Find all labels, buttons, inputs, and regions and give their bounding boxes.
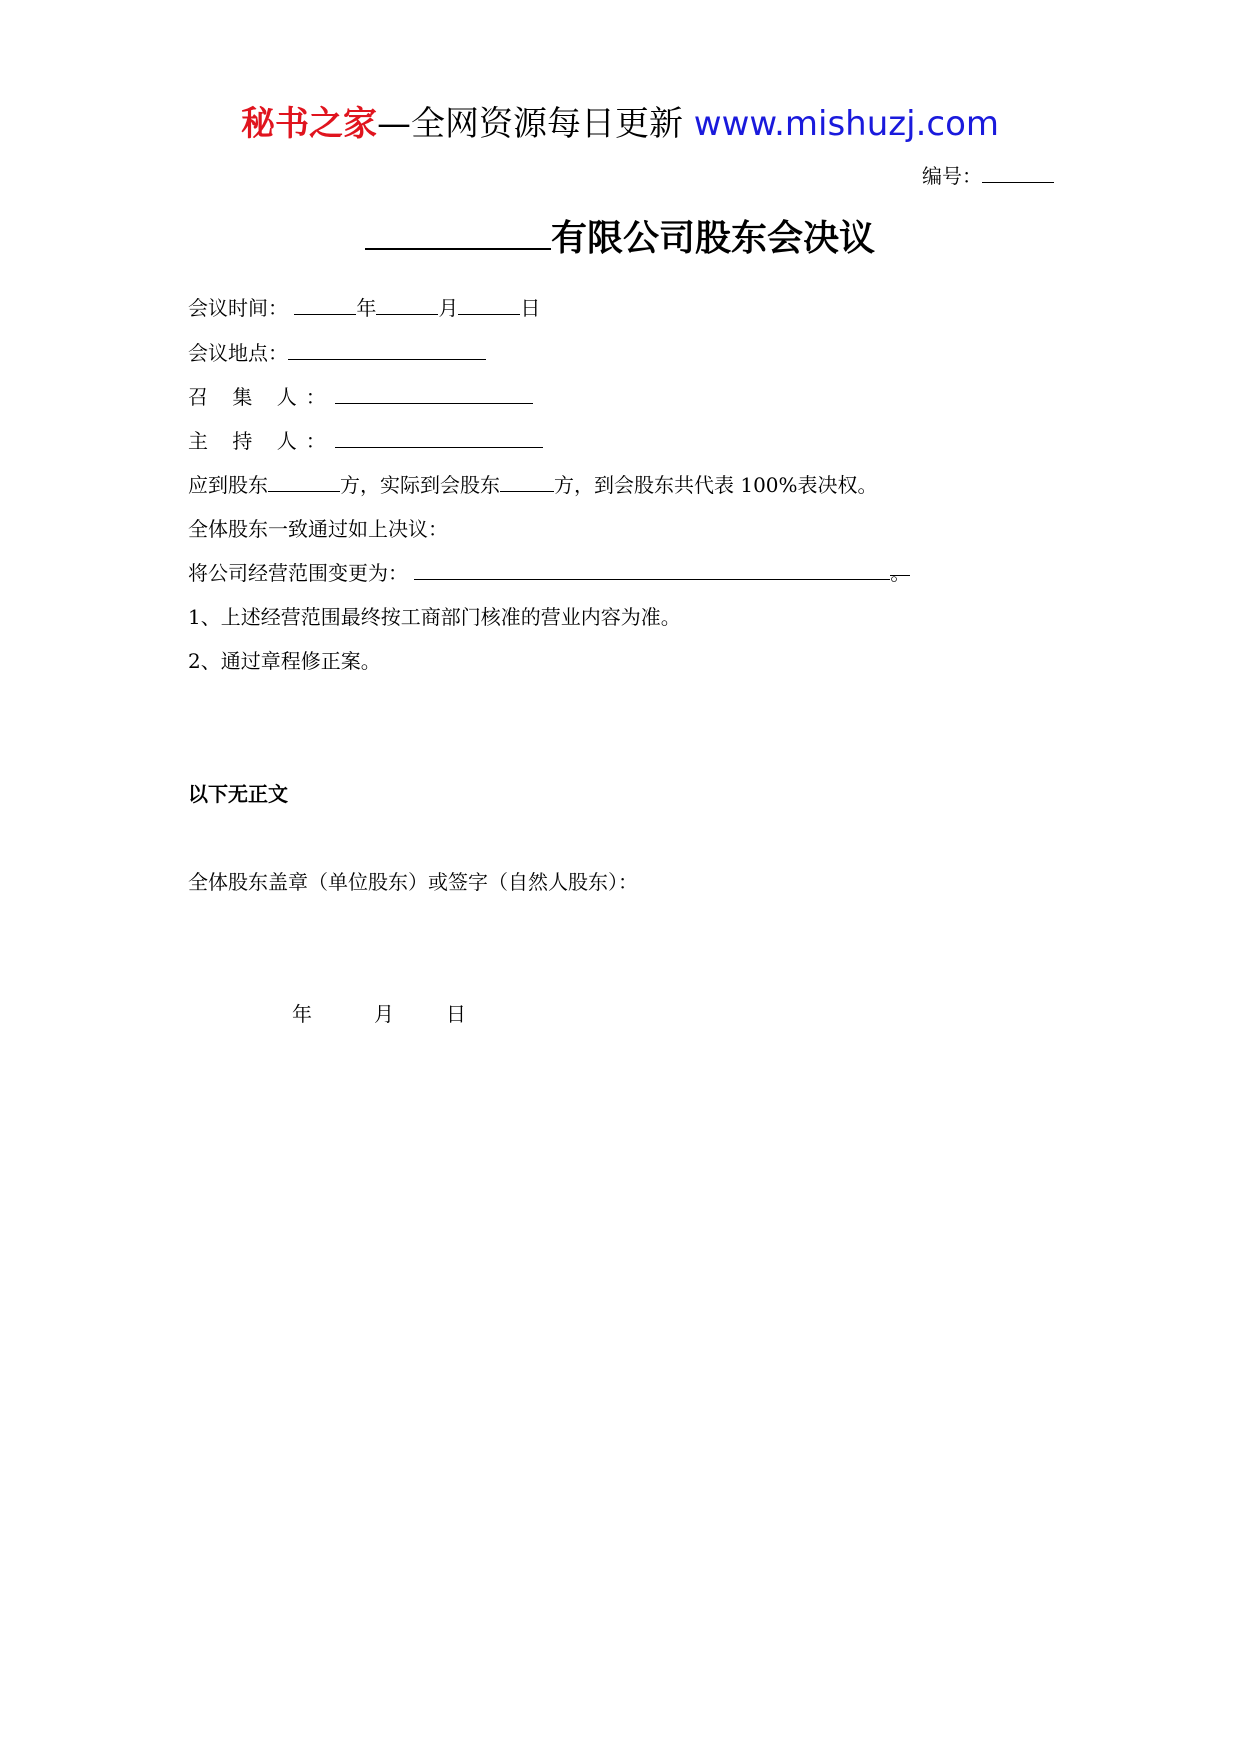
item-2: 2、通过章程修正案。 <box>188 649 381 673</box>
host-line <box>188 425 543 454</box>
year-blank <box>294 296 356 315</box>
date-day: 日 <box>446 1002 466 1026</box>
place-blank <box>288 341 486 360</box>
site-url-link[interactable]: www.mishuzj.com <box>693 104 999 144</box>
serial-label: 编号： <box>922 164 982 188</box>
serial-number <box>922 160 1054 189</box>
month-blank <box>376 296 438 315</box>
convener-label: 召 集 人： <box>188 385 335 409</box>
no-more-text: 以下无正文 <box>188 782 288 806</box>
slogan: —全网资源每日更新 <box>376 104 683 144</box>
convener-blank <box>335 385 533 404</box>
due-shareholders-blank <box>268 473 340 492</box>
place-label: 会议地点： <box>188 341 288 365</box>
date-year: 年 <box>292 1002 312 1026</box>
document-title <box>0 210 1240 261</box>
attendance-line <box>188 469 878 498</box>
meeting-time-line <box>188 292 540 321</box>
year-text: 年 <box>356 296 377 320</box>
signature-label: 全体股东盖章（单位股东）或签字（自然人股东）： <box>188 870 638 894</box>
day-blank <box>458 296 520 315</box>
host-blank <box>335 429 543 448</box>
resolution-intro: 全体股东一致通过如上决议： <box>188 517 448 541</box>
time-label: 会议时间： <box>188 296 288 320</box>
attendance-part3: 方，到会股东共代表 100%表决权。 <box>554 473 878 497</box>
host-label: 主 持 人： <box>188 429 335 453</box>
site-header <box>0 96 1240 145</box>
attendance-part1: 应到股东 <box>188 473 268 497</box>
scope-label: 将公司经营范围变更为： <box>188 561 408 585</box>
company-name-blank <box>365 218 551 250</box>
brand-name: 秘书之家 <box>240 104 377 144</box>
title-text: 有限公司股东会决议 <box>550 218 875 259</box>
signature-date <box>292 998 466 1027</box>
month-text: 月 <box>438 296 459 320</box>
item-1: 1、上述经营范围最终按工商部门核准的营业内容为准。 <box>188 605 681 629</box>
scope-end: 。 <box>890 557 910 576</box>
present-shareholders-blank <box>500 473 554 492</box>
day-text: 日 <box>520 296 541 320</box>
attendance-part2: 方，实际到会股东 <box>340 473 500 497</box>
scope-blank <box>414 561 890 580</box>
business-scope-line <box>188 557 910 586</box>
convener-line <box>188 381 533 410</box>
serial-blank <box>982 164 1054 183</box>
meeting-place-line <box>188 337 486 366</box>
date-month: 月 <box>374 1002 394 1026</box>
